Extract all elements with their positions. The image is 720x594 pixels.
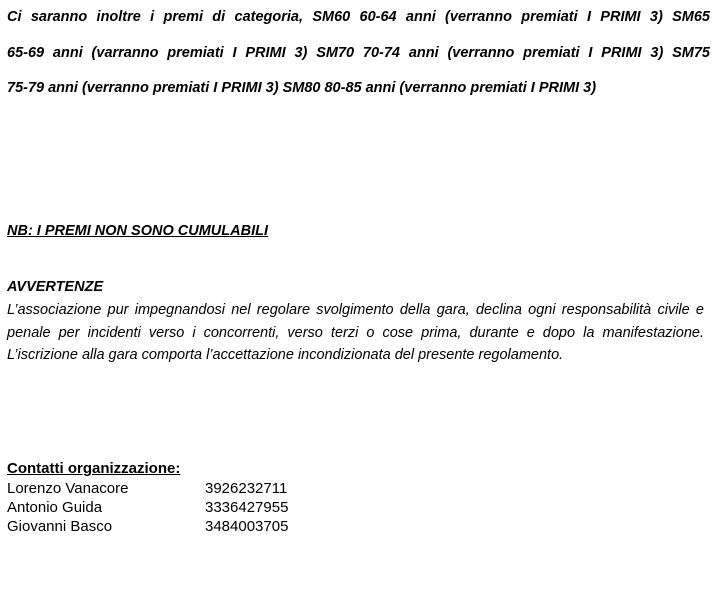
contact-name: Giovanni Basco — [7, 518, 113, 535]
contact-phone: 3336427955 — [205, 499, 289, 516]
contact-row — [7, 518, 407, 536]
prize-categories-line-3: 75-79 anni (verranno premiati I PRIMI 3) SM80 80-85 anni (verranno premiati I PRIMI 3) — [7, 80, 597, 96]
contact-row — [7, 499, 407, 517]
contact-name: Antonio Guida — [7, 499, 103, 516]
prize-categories-line-2: 65-69 anni (varranno premiati I PRIMI 3) SM70 70-74 anni (verranno premiati I PRIMI 3) SM75 — [7, 45, 710, 61]
warning-paragraph: L’associazione pur impegnandosi nel regolare svolgimento della gara, declina ogni responsabilità civile e penale per incidenti verso i concorrenti, verso terzi o cose prima, durante e dopo la manifestazione. L’iscrizione alla gara comporta l’accettazione incondizionata del presente regolamento. — [7, 302, 704, 364]
contact-phone: 3926232711 — [205, 480, 288, 497]
prize-categories-line-1: Ci saranno inoltre i premi di categoria, SM60 60-64 anni (verranno premiati I PRIMI 3) SM65 — [7, 9, 710, 25]
contact-row — [7, 480, 407, 498]
warning-heading: AVVERTENZE — [7, 279, 104, 295]
prizes-not-cumulative-note: NB: I PREMI NON SONO CUMULABILI — [7, 223, 268, 239]
contact-name: Lorenzo Vanacore — [7, 480, 129, 497]
contacts-heading: Contatti organizzazione: — [7, 460, 181, 477]
contact-phone: 3484003705 — [205, 518, 289, 535]
